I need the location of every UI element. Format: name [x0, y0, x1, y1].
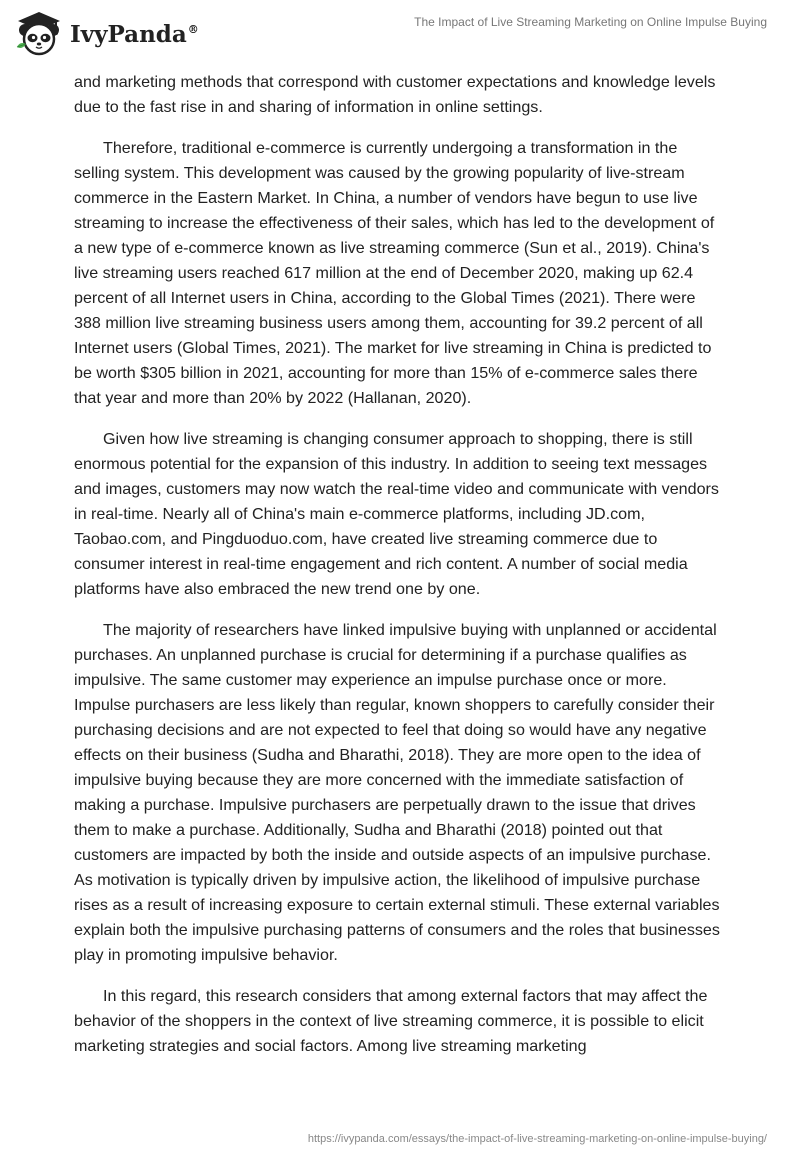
- brand-name-text: IvyPanda: [70, 20, 187, 48]
- page-header: [0, 0, 800, 64]
- registered-mark: ®: [187, 22, 199, 36]
- paragraph: and marketing methods that correspond with customer expectations and knowledge levels due to the fast rise in and sharing of information in online settings.: [74, 73, 716, 116]
- paragraph: Therefore, traditional e-commerce is currently undergoing a transformation in the selling system. This development was caused by the growing popularity of live-stream commerce in the Eastern Market. In China, a number of vendors have begun to use live streaming to increase the effectiveness of their sales, which has led to the development of a new type of e-commerce known as live streaming commerce (Sun et al., 2019). China's live streaming users reached 617 million at the end of December 2020, making up 62.4 percent of all Internet users in China, according to the Global Times (2021). There were 388 million live streaming business users among them, accounting for 39.2 percent of all Internet users (Global Times, 2021). The market for live streaming in China is predicted to be worth $305 billion in 2021, accounting for more than 15% of e-commerce sales there that year and more than 20% by 2022 (Hallanan, 2020).: [74, 139, 715, 407]
- paragraph: Given how live streaming is changing consumer approach to shopping, there is still enormous potential for the expansion of this industry. In addition to seeing text messages and images, customers may now watch the real-time video and communicate with vendors in real-time. Nearly all of China's main e-commerce platforms, including JD.com, Taobao.com, and Pingduoduo.com, have created live streaming commerce due to consumer interest in real-time engagement and rich content. A number of social media platforms have also embraced the new trend one by one.: [74, 430, 719, 598]
- paragraph: In this regard, this research considers that among external factors that may affect the behavior of the shoppers in the context of live streaming commerce, it is possible to elicit marketing strategies and social factors. Among live streaming marketing: [74, 987, 708, 1055]
- brand-logo[interactable]: [14, 8, 199, 60]
- document-body: [74, 70, 724, 1075]
- panda-graduate-icon: [14, 11, 64, 57]
- document-title: The Impact of Live Streaming Marketing on Online Impulse Buying: [414, 15, 767, 29]
- paragraph: The majority of researchers have linked impulsive buying with unplanned or accidental purchases. An unplanned purchase is crucial for determining if a purchase qualifies as impulsive. The same customer may experience an impulse purchase once or more. Impulse purchasers are less likely than regular, known shoppers to carefully consider their purchasing decisions and are not expected to feel that doing so would have any negative effects on their business (Sudha and Bharathi, 2018). They are more open to the idea of impulsive buying because they are more concerned with the immediate satisfaction of making a purchase. Impulsive purchasers are perpetually drawn to the issue that drives them to make a purchase. Additionally, Sudha and Bharathi (2018) pointed out that customers are impacted by both the inside and outside aspects of an impulsive purchase. As motivation is typically driven by impulsive action, the likelihood of impulsive purchase rises as a result of increasing exposure to certain external stimuli. These external variables explain both the impulsive purchasing patterns of consumers and the roles that businesses play in promoting impulsive behavior.: [74, 621, 720, 964]
- source-url[interactable]: https://ivypanda.com/essays/the-impact-of-live-streaming-marketing-on-online-impulse-buying/: [307, 1133, 767, 1145]
- brand-name: [70, 21, 199, 48]
